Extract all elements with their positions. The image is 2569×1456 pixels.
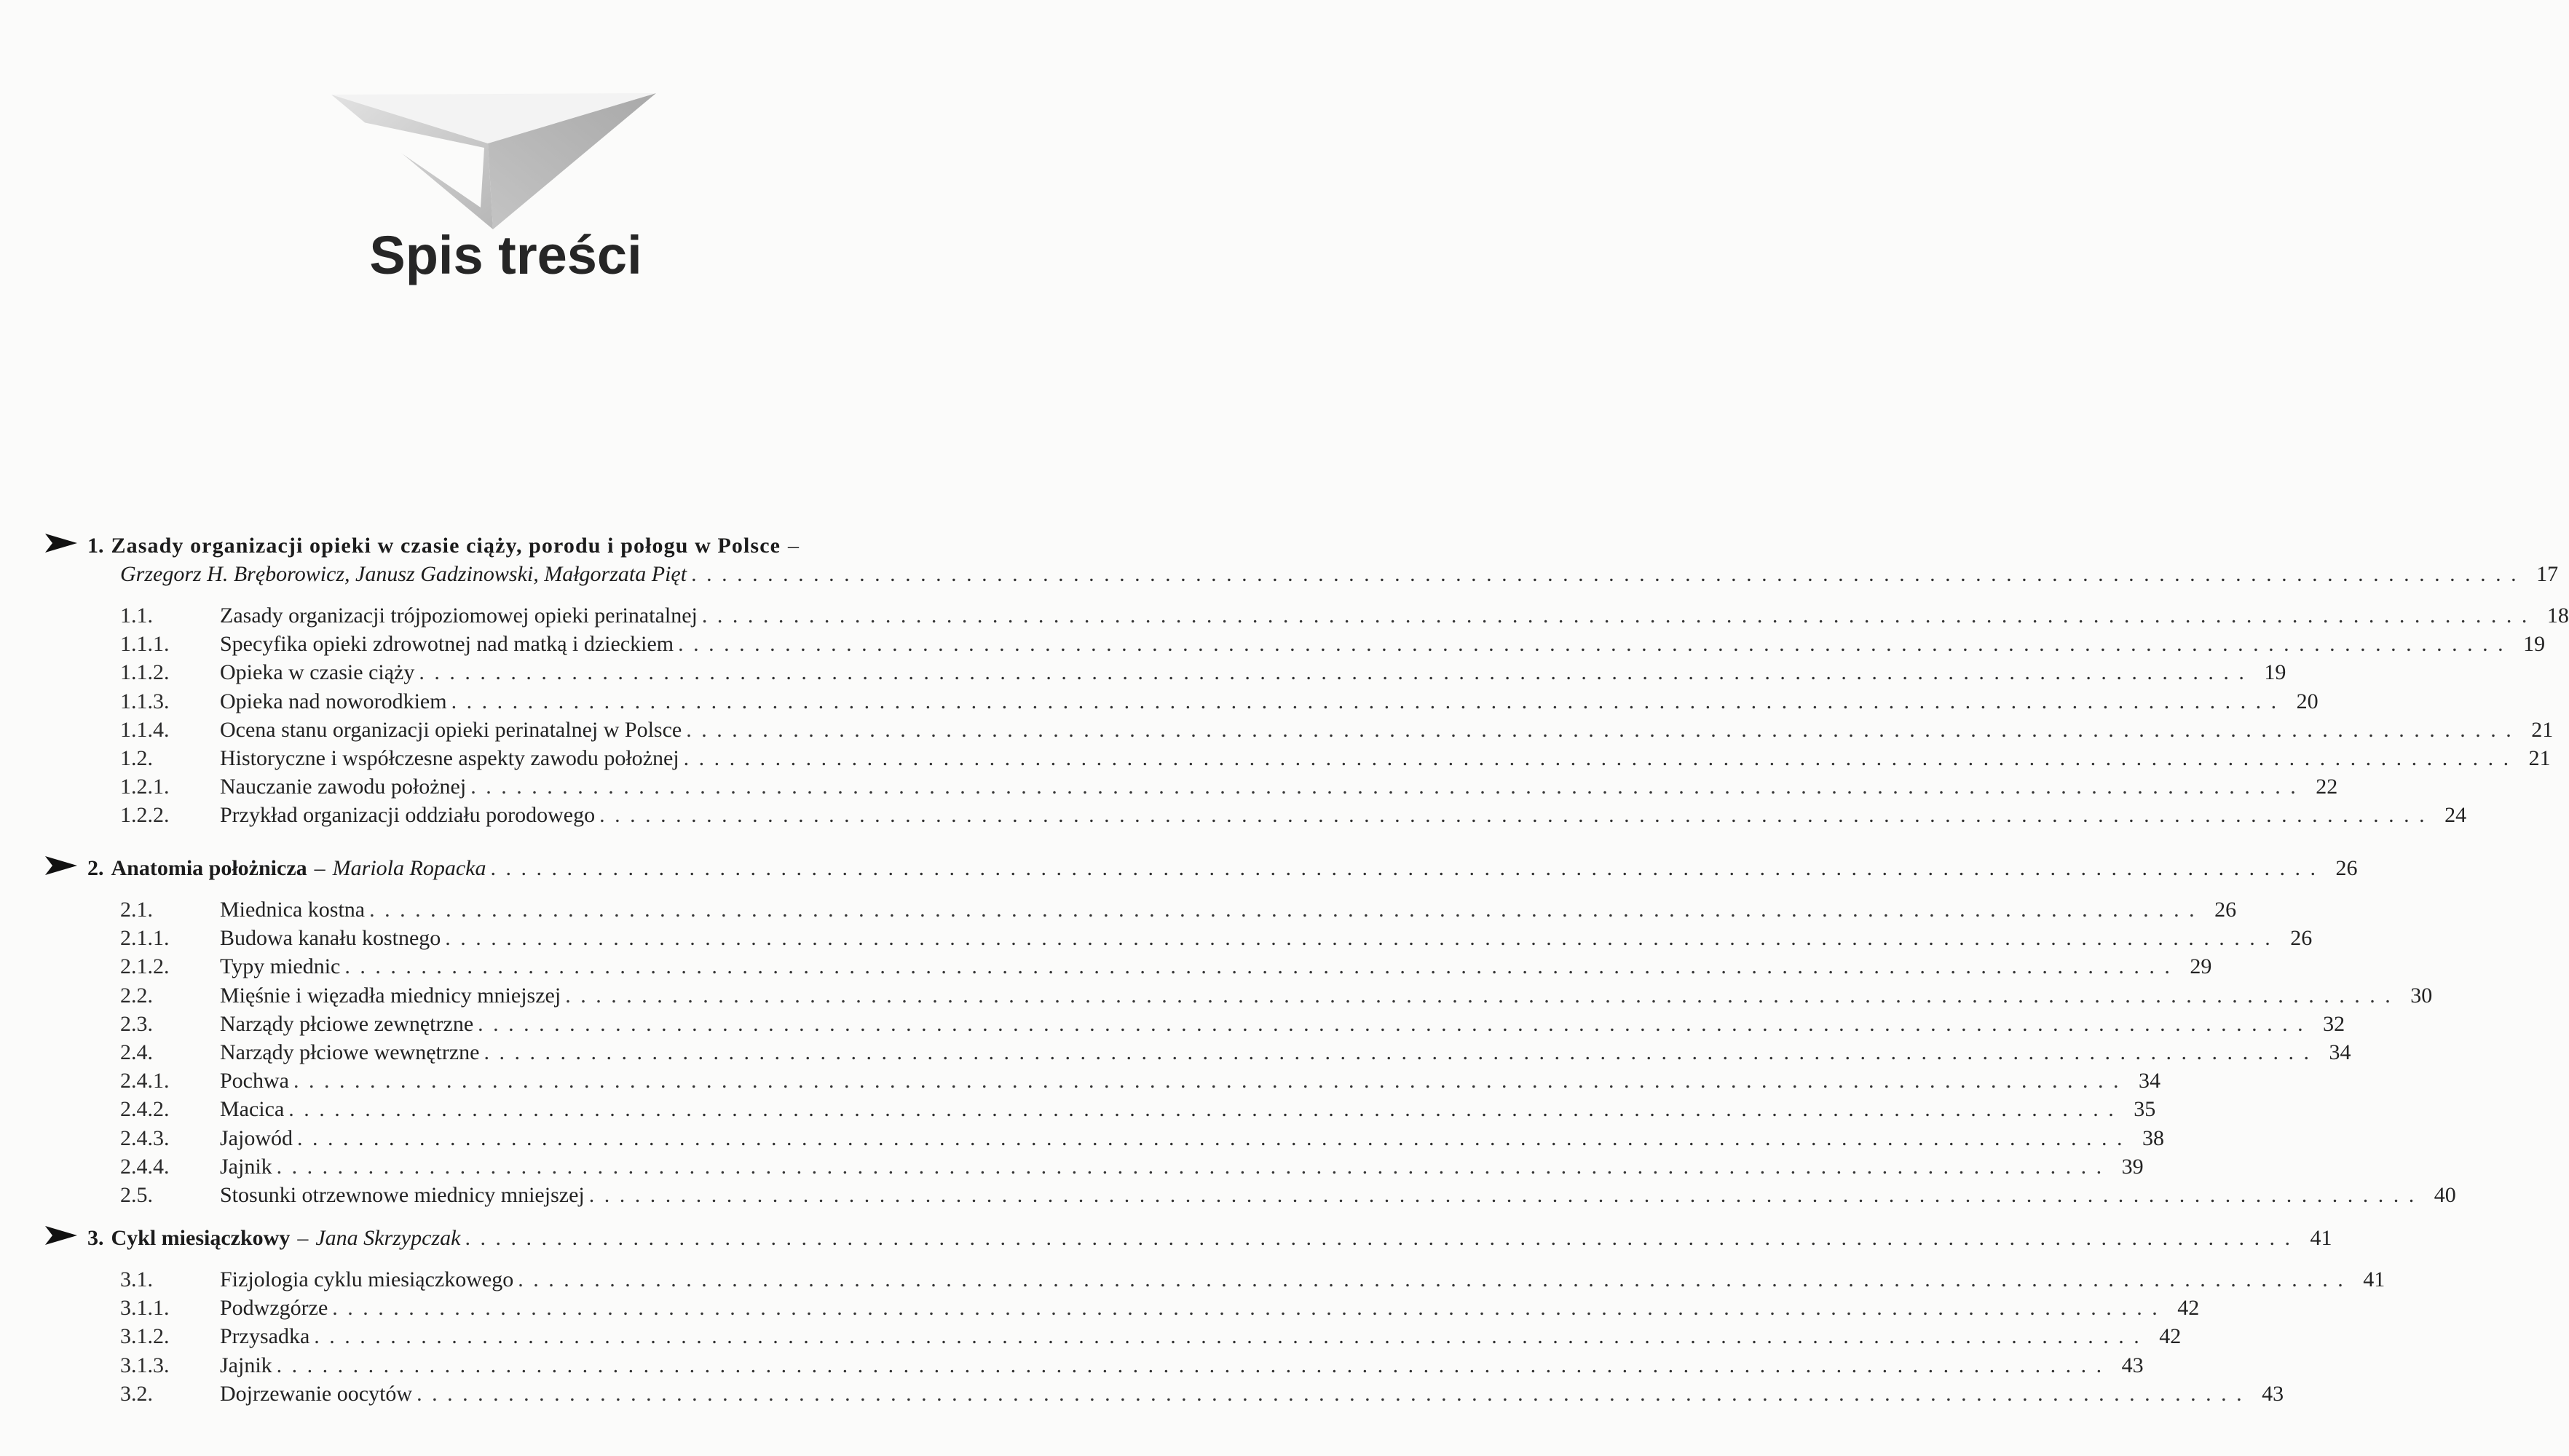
toc-entry[interactable] (120, 898, 2237, 925)
toc-entry[interactable] (120, 926, 2313, 954)
leader-dots: ........................................................................................................................ (518, 1267, 2353, 1291)
section-page-number: 42 (2177, 1296, 2200, 1320)
section-number: 1.2.1. (120, 775, 170, 799)
page-title: Spis treści (369, 225, 642, 285)
section-title: Podwzgórze (220, 1296, 328, 1320)
toc-entry[interactable] (120, 1183, 2456, 1211)
section-number: 2.1. (120, 898, 153, 922)
section-number: 2.4.3. (120, 1126, 170, 1150)
leader-dots: ........................................................................................................................ (490, 856, 2326, 880)
section-page-number: 21 (2528, 746, 2551, 770)
chapter-authors: Jana Skrzypczak (315, 1226, 461, 1250)
toc-entry[interactable] (120, 1040, 2351, 1068)
section-page-number: 43 (2262, 1382, 2284, 1406)
leader-dots: ........................................................................................................................ (484, 1040, 2319, 1064)
leader-dots: ........................................................................................................................ (417, 1382, 2252, 1406)
section-page-number: 26 (2290, 926, 2313, 950)
section-title: Jajowód (220, 1126, 293, 1150)
section-title: Ocena stanu organizacji opieki perinatalnej w Polsce (220, 718, 682, 742)
leader-dots: ........................................................................................................................ (470, 775, 2306, 799)
arrow-bullet-icon (45, 856, 87, 875)
section-number: 2.5. (120, 1183, 153, 1207)
chapter-heading[interactable] (45, 856, 2358, 885)
section-number: 3.1. (120, 1267, 153, 1291)
chapter-title: Zasady organizacji opieki w czasie ciąży, porodu i połogu w Polsce (111, 534, 781, 558)
leader-dots: ........................................................................................................................ (478, 1012, 2313, 1036)
chapter-number: 3. (87, 1226, 104, 1250)
leader-dots: ........................................................................................................................ (451, 689, 2286, 713)
leader-dots: ........................................................................................................................ (445, 926, 2281, 950)
section-page-number: 41 (2363, 1267, 2386, 1291)
section-title: Przykład organizacji oddziału porodowego (220, 803, 596, 827)
section-title: Przysadka (220, 1324, 310, 1348)
leader-dots: ........................................................................................................................ (369, 898, 2205, 922)
section-page-number: 34 (2329, 1040, 2351, 1064)
section-page-number: 32 (2323, 1012, 2345, 1036)
chapter-page-number: 17 (2536, 562, 2559, 586)
section-number: 2.1.1. (120, 926, 170, 950)
leader-dots: ........................................................................................................................ (691, 562, 2527, 586)
toc-entry[interactable] (120, 604, 2569, 631)
toc-entry[interactable] (120, 746, 2551, 774)
section-number: 2.3. (120, 1012, 153, 1036)
section-title: Mięśnie i więzadła miednicy mniejszej (220, 984, 561, 1008)
section-title: Jajnik (220, 1353, 272, 1377)
toc-entry[interactable] (120, 803, 2467, 831)
toc-entry[interactable] (120, 660, 2286, 688)
toc-entry[interactable] (120, 984, 2433, 1011)
section-page-number: 20 (2296, 689, 2319, 713)
section-title: Stosunki otrzewnowe miednicy mniejszej (220, 1183, 585, 1207)
section-title: Narządy płciowe zewnętrzne (220, 1012, 474, 1036)
chapter-authors: Grzegorz H. Bręborowicz, Janusz Gadzinowski, Małgorzata Pięt (120, 562, 687, 586)
section-number: 2.4. (120, 1040, 153, 1064)
section-number: 1.1.3. (120, 689, 170, 713)
toc-entry[interactable] (120, 1382, 2284, 1409)
leader-dots: ........................................................................................................................ (332, 1296, 2168, 1320)
leader-dots: ........................................................................................................................ (678, 632, 2514, 656)
arrow-bullet-icon (45, 1226, 87, 1245)
toc-entry[interactable] (120, 689, 2319, 717)
section-number: 2.4.1. (120, 1069, 170, 1093)
section-page-number: 39 (2121, 1155, 2144, 1179)
section-page-number: 30 (2410, 984, 2433, 1008)
section-page-number: 22 (2316, 775, 2338, 799)
arrow-bullet-icon (45, 534, 87, 553)
section-number: 1.1. (120, 604, 153, 628)
chapter-title: Anatomia położnicza (111, 856, 307, 880)
section-number: 2.2. (120, 984, 153, 1008)
chapter-number: 2. (87, 856, 104, 880)
leader-dots: ........................................................................................................................ (344, 954, 2180, 978)
toc-entry[interactable] (120, 1267, 2386, 1295)
section-title: Jajnik (220, 1155, 272, 1179)
section-number: 1.1.2. (120, 660, 170, 684)
section-page-number: 43 (2121, 1353, 2144, 1377)
leader-dots: ........................................................................................................................ (588, 1183, 2424, 1207)
leader-dots: ........................................................................................................................ (686, 718, 2522, 742)
toc-entry[interactable] (120, 1126, 2164, 1154)
leader-dots: ........................................................................................................................ (599, 803, 2435, 827)
section-title: Pochwa (220, 1069, 289, 1093)
section-page-number: 19 (2264, 660, 2286, 684)
toc-entry[interactable] (120, 718, 2554, 745)
section-number: 3.1.1. (120, 1296, 170, 1320)
toc-entry[interactable] (120, 1097, 2156, 1125)
chapter-dash: – (314, 856, 325, 880)
section-title: Zasady organizacji trójpoziomowej opieki perinatalnej (220, 604, 698, 628)
section-title: Miednica kostna (220, 898, 366, 922)
leader-dots: ........................................................................................................................ (465, 1226, 2300, 1250)
leader-dots: ........................................................................................................................ (701, 604, 2537, 628)
section-title: Dojrzewanie oocytów (220, 1382, 413, 1406)
section-number: 1.1.4. (120, 718, 170, 742)
section-number: 2.1.2. (120, 954, 170, 978)
leader-dots: ........................................................................................................................ (314, 1324, 2150, 1348)
section-title: Budowa kanału kostnego (220, 926, 441, 950)
section-page-number: 35 (2134, 1097, 2156, 1121)
section-page-number: 18 (2546, 604, 2569, 628)
section-page-number: 40 (2434, 1183, 2456, 1207)
section-page-number: 42 (2159, 1324, 2182, 1348)
leader-dots: ........................................................................................................................ (276, 1353, 2112, 1377)
leader-dots: ........................................................................................................................ (288, 1097, 2124, 1121)
leader-dots: ........................................................................................................................ (419, 660, 2254, 684)
section-title: Narządy płciowe wewnętrzne (220, 1040, 480, 1064)
section-number: 1.2.2. (120, 803, 170, 827)
toc-entry[interactable] (120, 1012, 2345, 1040)
section-page-number: 29 (2190, 954, 2212, 978)
section-number: 3.1.3. (120, 1353, 170, 1377)
chapter-authors-line[interactable] (120, 562, 2559, 590)
leader-dots: ........................................................................................................................ (297, 1126, 2132, 1150)
section-title: Macica (220, 1097, 285, 1121)
section-title: Specyfika opieki zdrowotnej nad matką i dzieckiem (220, 632, 674, 656)
toc-entry[interactable] (120, 954, 2212, 982)
section-page-number: 19 (2523, 632, 2546, 656)
toc-entry[interactable] (120, 775, 2338, 802)
chapter-page-number: 41 (2310, 1226, 2332, 1250)
section-title: Historyczne i współczesne aspekty zawodu położnej (220, 746, 679, 770)
section-page-number: 24 (2444, 803, 2467, 827)
toc-entry[interactable] (120, 1353, 2144, 1381)
chapter-heading[interactable] (45, 534, 923, 563)
section-number: 1.1.1. (120, 632, 170, 656)
section-page-number: 38 (2142, 1126, 2164, 1150)
chapter-heading[interactable] (45, 1226, 2332, 1255)
section-title: Opieka nad noworodkiem (220, 689, 447, 713)
section-title: Opieka w czasie ciąży (220, 660, 415, 684)
toc-entry[interactable] (120, 1069, 2160, 1096)
toc-entry[interactable] (120, 632, 2546, 660)
toc-entry[interactable] (120, 1155, 2144, 1182)
section-title: Typy miednic (220, 954, 341, 978)
section-number: 2.4.2. (120, 1097, 170, 1121)
leader-dots: ........................................................................................................................ (565, 984, 2401, 1008)
section-number: 3.1.2. (120, 1324, 170, 1348)
toc-entry[interactable] (120, 1324, 2182, 1352)
leader-dots: ........................................................................................................................ (276, 1155, 2112, 1179)
leader-dots: ........................................................................................................................ (683, 746, 2519, 770)
chapter-authors: Mariola Ropacka (332, 856, 486, 880)
section-title: Fizjologia cyklu miesiączkowego (220, 1267, 514, 1291)
chapter-title: Cykl miesiączkowy (111, 1226, 291, 1250)
chapter-number: 1. (87, 534, 104, 558)
section-number: 1.2. (120, 746, 153, 770)
toc-entry[interactable] (120, 1296, 2200, 1324)
section-number: 2.4.4. (120, 1155, 170, 1179)
section-title: Nauczanie zawodu położnej (220, 775, 467, 799)
section-number: 3.2. (120, 1382, 153, 1406)
section-page-number: 21 (2531, 718, 2554, 742)
chapter-page-number: 26 (2335, 856, 2358, 880)
section-page-number: 26 (2214, 898, 2237, 922)
section-page-number: 34 (2138, 1069, 2160, 1093)
leader-dots: ........................................................................................................................ (293, 1069, 2128, 1093)
chapter-dash: – (788, 534, 800, 558)
chapter-dash: – (297, 1226, 309, 1250)
